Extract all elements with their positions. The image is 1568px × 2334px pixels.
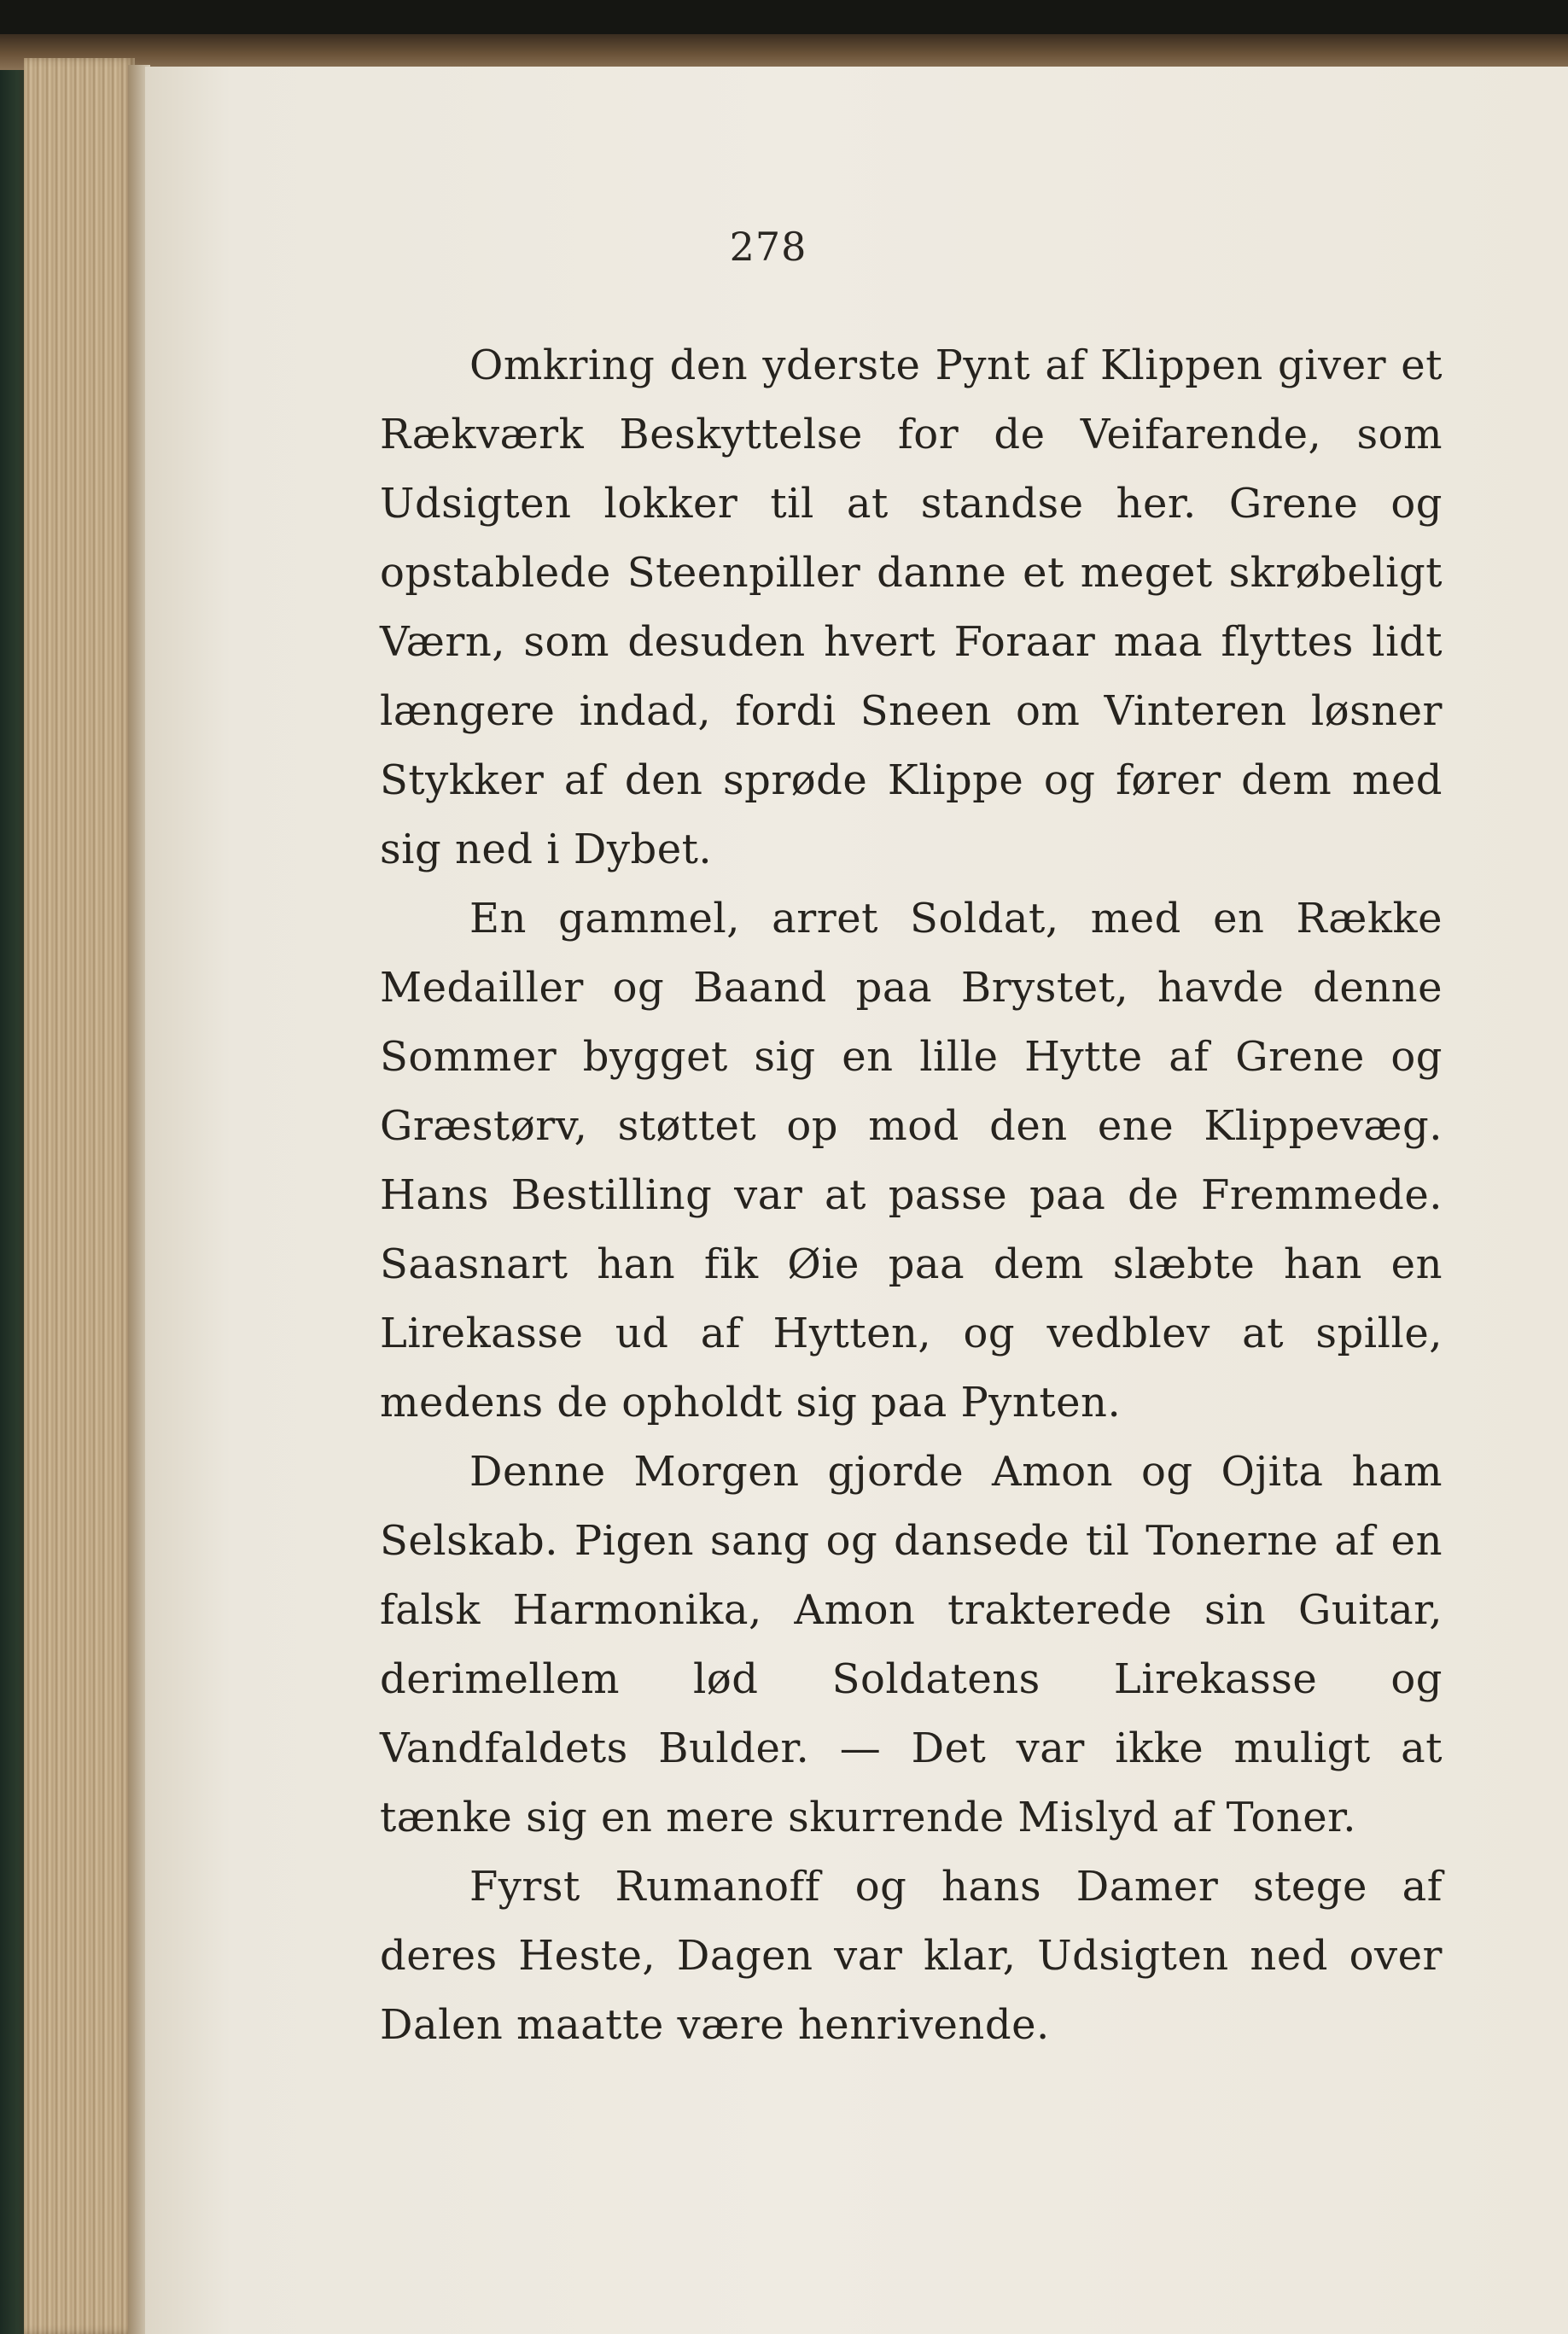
page-number: 278 xyxy=(729,224,807,270)
paragraph-4: Fyrst Rumanoff og hans Damer stege af deres Heste, Dagen var klar, Udsigten ned over Dalen maatte være henrivende. xyxy=(380,1863,1443,2049)
paragraph-2: En gammel, arret Soldat, med en Række Medailler og Baand paa Brystet, havde denne Sommer bygget sig en lille Hytte af Grene og Græstørv, støttet op mod den ene Klippevæg. Hans Bestilling var at passe paa de Fremmede. Saasnart han fik Øie paa dem slæbte han en Lirekasse ud af Hytten, og vedblev at spille, medens de opholdt sig paa Pynten. xyxy=(380,895,1443,1427)
page-stack-edge xyxy=(24,58,135,2334)
paragraph-1: Omkring den yderste Pynt af Klippen giver et Rækværk Beskyttelse for de Veifarende, som Udsigten lokker til at standse her. Grene og opstablede Steenpiller danne et meget skrøbeligt Værn, som desuden hvert Foraar maa flyttes lidt længere indad, fordi Sneen om Vinteren løsner Stykker af den sprøde Klippe og fører dem med sig ned i Dybet. xyxy=(380,341,1443,873)
body-text xyxy=(380,331,1443,2060)
paragraph-3: Denne Morgen gjorde Amon og Ojita ham Selskab. Pigen sang og dansede til Tonerne af en falsk Harmonika, Amon trakterede sin Guitar, derimellem lød Soldatens Lirekasse og Vandfaldets Bulder. — Det var ikke muligt at tænke sig en mere skurrende Mislyd af Toner. xyxy=(380,1448,1443,1841)
book-cover-edge xyxy=(0,34,1568,70)
